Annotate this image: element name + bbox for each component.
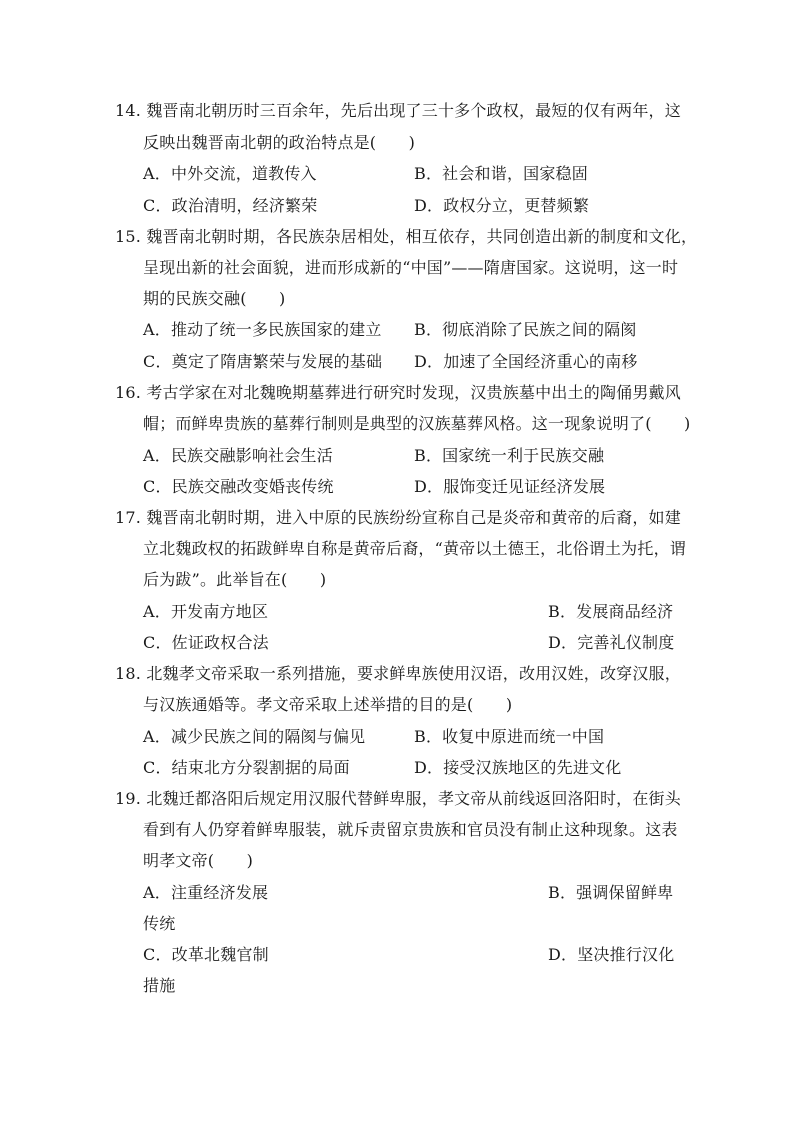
question-number: 16. xyxy=(115,383,142,402)
question-16-option-d: D．服饰变迁见证经济发展 xyxy=(414,477,606,496)
question-16-stem-line-2: 帽；而鲜卑贵族的墓葬行制则是典型的汉族墓葬风格。这一现象说明了( ) xyxy=(143,414,691,433)
question-14-stem-line-2: 反映出魏晋南北朝的政治特点是( ) xyxy=(143,133,416,152)
question-16-stem-line-1 xyxy=(115,383,681,403)
question-18-stem-line-2: 与汉族通婚等。孝文帝采取上述举措的目的是( ) xyxy=(143,695,513,714)
question-17-option-b: B．发展商品经济 xyxy=(548,602,674,621)
question-16-option-a: A．民族交融影响社会生活 xyxy=(143,446,333,465)
question-17-stem-line-3: 后为跋”。此举旨在( ) xyxy=(143,570,327,589)
question-15-option-d: D．加速了全国经济重心的南移 xyxy=(414,352,638,371)
question-number: 18. xyxy=(115,664,142,683)
question-17-option-a: A．开发南方地区 xyxy=(143,602,269,621)
question-number: 19. xyxy=(115,789,142,808)
question-17-stem-line-1 xyxy=(115,508,681,528)
question-18-option-a: A．减少民族之间的隔阂与偏见 xyxy=(143,727,366,746)
question-stem-text: 考古学家在对北魏晚期墓葬进行研究时发现，汉贵族墓中出土的陶俑男戴风 xyxy=(146,383,681,402)
question-19-option-a: A．注重经济发展 xyxy=(143,883,269,902)
question-15-option-a: A．推动了统一多民族国家的建立 xyxy=(143,320,382,339)
question-19-option-d-wrap: 措施 xyxy=(143,976,176,995)
question-19-option-d: D．坚决推行汉化 xyxy=(548,945,675,964)
question-17-stem-line-2: 立北魏政权的拓跋鲜卑自称是黄帝后裔，“黄帝以土德王，北俗谓土为托，谓 xyxy=(143,539,686,558)
question-15-option-b: B．彻底消除了民族之间的隔阂 xyxy=(414,320,637,339)
question-15-stem-line-2: 呈现出新的社会面貌，进而形成新的“中国”——隋唐国家。这说明，这一时 xyxy=(143,258,679,277)
question-14-option-b: B．社会和谐，国家稳固 xyxy=(414,164,588,183)
question-16-option-b: B．国家统一利于民族交融 xyxy=(414,446,605,465)
question-stem-text: 北魏孝文帝采取一系列措施，要求鲜卑族使用汉语，改用汉姓，改穿汉服， xyxy=(146,664,681,683)
question-18-stem-line-1 xyxy=(115,664,681,684)
question-17-option-d: D．完善礼仪制度 xyxy=(548,633,675,652)
question-18-option-d: D．接受汉族地区的先进文化 xyxy=(414,758,622,777)
question-stem-text: 魏晋南北朝历时三百余年，先后出现了三十多个政权，最短的仅有两年，这 xyxy=(146,101,681,120)
question-19-stem-line-2: 看到有人仍穿着鲜卑服装，就斥责留京贵族和官员没有制止这种现象。这表 xyxy=(143,820,678,839)
question-15-stem-line-3: 期的民族交融( ) xyxy=(143,289,286,308)
question-18-option-c: C．结束北方分裂割据的局面 xyxy=(143,758,350,777)
question-stem-text: 北魏迁都洛阳后规定用汉服代替鲜卑服，孝文帝从前线返回洛阳时，在街头 xyxy=(146,789,681,808)
question-19-option-c: C．改革北魏官制 xyxy=(143,945,269,964)
question-15-option-c: C．奠定了隋唐繁荣与发展的基础 xyxy=(143,352,383,371)
question-14-stem-line-1 xyxy=(115,101,681,121)
question-16-option-c: C．民族交融改变婚丧传统 xyxy=(143,477,334,496)
question-19-option-b-wrap: 传统 xyxy=(143,914,176,933)
question-19-stem-line-3: 明孝文帝( ) xyxy=(143,851,254,870)
question-stem-text: 魏晋南北朝时期，进入中原的民族纷纷宣称自己是炎帝和黄帝的后裔，如建 xyxy=(146,508,681,527)
question-number: 15. xyxy=(115,227,142,246)
question-14-option-a: A．中外交流，道教传入 xyxy=(143,164,317,183)
question-14-option-d: D．政权分立，更替频繁 xyxy=(414,196,590,215)
question-19-stem-line-1 xyxy=(115,789,681,809)
question-stem-text: 魏晋南北朝时期，各民族杂居相处，相互依存，共同创造出新的制度和文化， xyxy=(146,227,698,246)
question-19-option-b: B．强调保留鲜卑 xyxy=(548,883,674,902)
question-number: 17. xyxy=(115,508,142,527)
question-number: 14. xyxy=(115,101,142,120)
question-15-stem-line-1 xyxy=(115,227,697,247)
question-18-option-b: B．收复中原进而统一中国 xyxy=(414,727,605,746)
question-17-option-c: C．佐证政权合法 xyxy=(143,633,269,652)
question-14-option-c: C．政治清明，经济繁荣 xyxy=(143,196,318,215)
